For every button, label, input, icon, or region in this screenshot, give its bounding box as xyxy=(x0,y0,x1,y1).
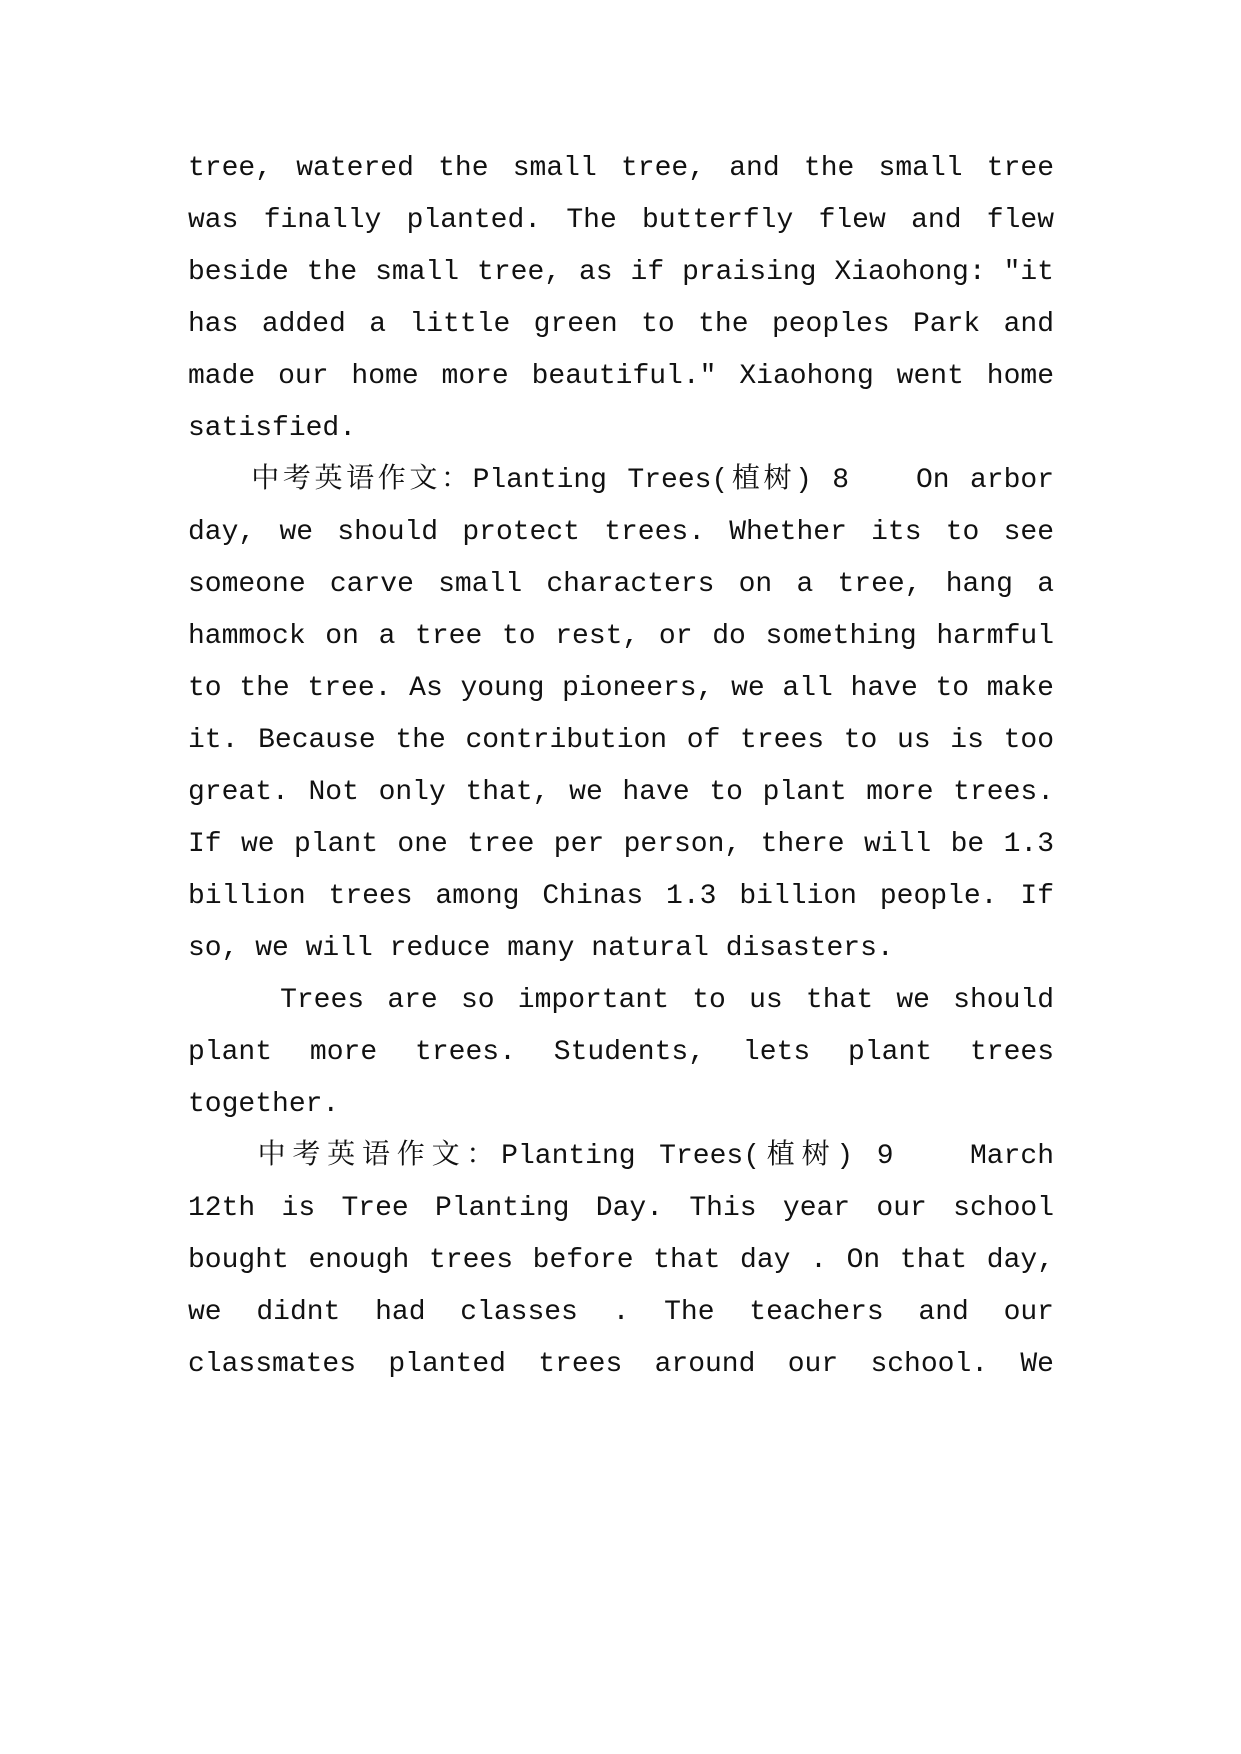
text-line: to the tree. As young pioneers, we all have to make xyxy=(188,673,1054,704)
text-line: day, we should protect trees. Whether its to see xyxy=(188,517,1054,548)
text-line: classmates planted trees around our school. We xyxy=(188,1349,1054,1380)
text-line: hammock on a tree to rest, or do something harmful xyxy=(188,621,1054,652)
text-line: bought enough trees before that day . On that day, xyxy=(188,1245,1054,1276)
text-line: was finally planted. The butterfly flew and flew xyxy=(188,205,1054,236)
text-line: has added a little green to the peoples Park and xyxy=(188,309,1054,340)
text-line: satisfied. xyxy=(188,413,357,444)
text-line: tree, watered the small tree, and the small tree xyxy=(188,153,1054,184)
text-line: If we plant one tree per person, there will be 1.3 xyxy=(188,829,1054,860)
text-line: so, we will reduce many natural disasters. xyxy=(188,933,894,964)
text-line: 12th is Tree Planting Day. This year our school xyxy=(188,1193,1054,1224)
text-line: it. Because the contribution of trees to us is too xyxy=(188,725,1054,756)
text-line: someone carve small characters on a tree, hang a xyxy=(188,569,1054,600)
text-line: Trees are so important to us that we should xyxy=(188,985,1054,1016)
text-line: great. Not only that, we have to plant more trees. xyxy=(188,777,1054,808)
text-line: together. xyxy=(188,1089,340,1120)
text-line: we didnt had classes . The teachers and our xyxy=(188,1297,1054,1328)
text-line: billion trees among Chinas 1.3 billion people. If xyxy=(188,881,1054,912)
section-heading-8: 中考英语作文：Planting Trees(植树) 8 On arbor xyxy=(188,465,1054,496)
text-line: made our home more beautiful." Xiaohong went home xyxy=(188,361,1054,392)
text-line: beside the small tree, as if praising Xiaohong: "it xyxy=(188,257,1054,288)
section-heading-9: 中考英语作文：Planting Trees(植树) 9 March xyxy=(188,1141,1054,1172)
text-line: plant more trees. Students, lets plant trees xyxy=(188,1037,1054,1068)
